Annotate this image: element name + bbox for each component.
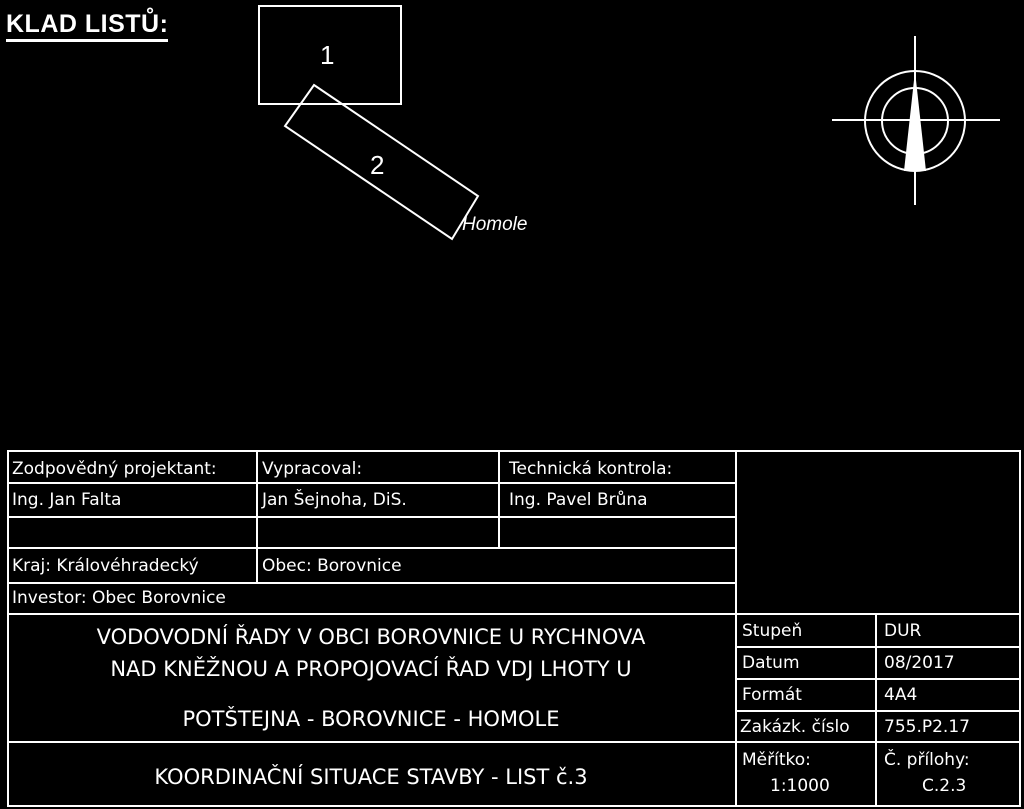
investor-label: Investor: Obec Borovnice xyxy=(12,588,226,608)
responsible-designer-name: Ing. Jan Falta xyxy=(12,490,122,510)
stage-label: Stupeň xyxy=(742,621,803,641)
annex-value: C.2.3 xyxy=(922,776,967,796)
date-label: Datum xyxy=(742,653,800,673)
project-title-line-2: NAD KNĚŽNOU A PROPOJOVACÍ ŘAD VDJ LHOTY U xyxy=(110,657,632,681)
sheet-key-title: KLAD LISTŮ: xyxy=(6,10,168,42)
drawing-title: KOORDINAČNÍ SITUACE STAVBY - LIST č.3 xyxy=(154,765,588,789)
technical-check-label: Technická kontrola: xyxy=(509,459,673,479)
project-title-line-3: POTŠTEJNA - BOROVNICE - HOMOLE xyxy=(182,707,560,731)
format-label: Formát xyxy=(742,685,802,705)
format-value: 4A4 xyxy=(884,685,918,705)
technical-check-name: Ing. Pavel Brůna xyxy=(509,490,648,510)
region-label: Kraj: Královéhradecký xyxy=(12,556,199,576)
scale-value: 1:1000 xyxy=(770,776,830,796)
sheet-2-number: 2 xyxy=(370,150,385,180)
north-arrow-icon xyxy=(832,36,1000,205)
municipality-label: Obec: Borovnice xyxy=(262,556,402,576)
drawn-by-label: Vypracoval: xyxy=(262,459,363,479)
drawn-by-name: Jan Šejnoha, DiS. xyxy=(262,490,407,510)
project-title-line-1: VODOVODNÍ ŘADY V OBCI BOROVNICE U RYCHNOVA xyxy=(96,625,646,649)
order-number-value: 755.P2.17 xyxy=(884,717,970,737)
scale-label: Měřítko: xyxy=(742,750,811,770)
order-number-label: Zakázk. číslo xyxy=(740,717,850,737)
sheet-1-number: 1 xyxy=(320,40,335,70)
date-value: 08/2017 xyxy=(884,653,955,673)
responsible-designer-label: Zodpovědný projektant: xyxy=(12,459,217,479)
annex-label: Č. přílohy: xyxy=(884,750,970,770)
place-label: Homole xyxy=(462,214,528,235)
sheet-key xyxy=(259,6,478,239)
stage-value: DUR xyxy=(884,621,922,641)
